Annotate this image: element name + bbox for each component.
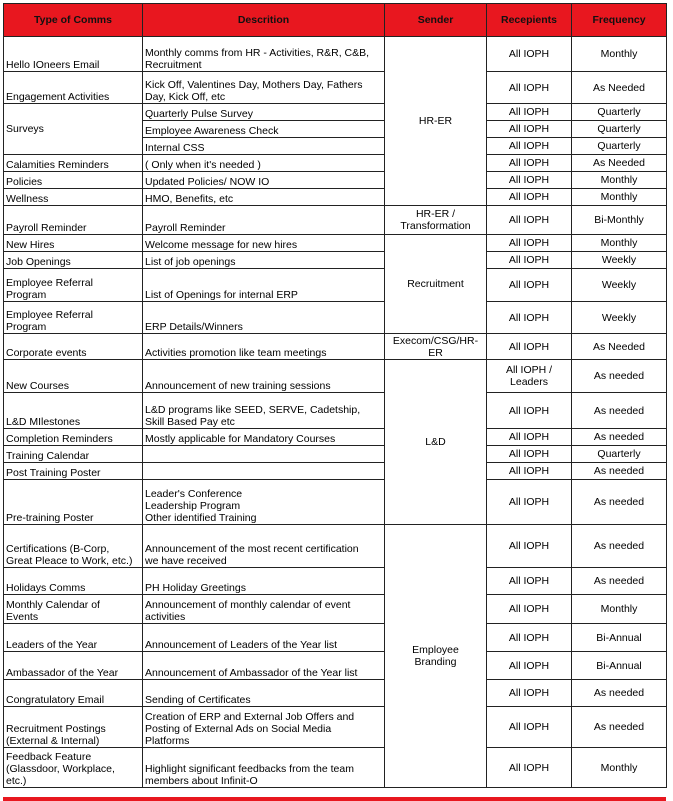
description-cell: Employee Awareness Check	[143, 121, 385, 138]
type-cell: Feedback Feature (Glassdoor, Workplace, etc.)	[4, 748, 143, 788]
recipients-cell: All IOPH	[487, 155, 572, 172]
description-cell: Welcome message for new hires	[143, 235, 385, 252]
table-row	[4, 360, 667, 393]
type-cell: Payroll Reminder	[4, 206, 143, 235]
type-cell: Congratulatory Email	[4, 680, 143, 707]
description-cell: Announcement of Leaders of the Year list	[143, 624, 385, 652]
description-cell: List of Openings for internal ERP	[143, 269, 385, 302]
frequency-cell: Quarterly	[572, 104, 667, 121]
frequency-cell: As needed	[572, 429, 667, 446]
frequency-cell: As needed	[572, 525, 667, 568]
description-cell: Internal CSS	[143, 138, 385, 155]
sender-cell: Execom/CSG/HR- ER	[385, 334, 487, 360]
description-cell: Announcement of new training sessions	[143, 360, 385, 393]
recipients-cell: All IOPH	[487, 595, 572, 624]
description-cell: Announcement of Ambassador of the Year list	[143, 652, 385, 680]
table-row	[4, 652, 667, 680]
table-row	[4, 463, 667, 480]
table-row	[4, 595, 667, 624]
sender-cell: HR-ER	[385, 37, 487, 206]
frequency-cell: As needed	[572, 680, 667, 707]
header-type: Type of Comms	[4, 4, 143, 37]
frequency-cell: As needed	[572, 393, 667, 429]
recipients-cell: All IOPH	[487, 624, 572, 652]
frequency-cell: Bi-Monthly	[572, 206, 667, 235]
description-cell: PH Holiday Greetings	[143, 568, 385, 595]
frequency-cell: Weekly	[572, 269, 667, 302]
frequency-cell: Quarterly	[572, 138, 667, 155]
description-cell: HMO, Benefits, etc	[143, 189, 385, 206]
type-cell: Leaders of the Year	[4, 624, 143, 652]
type-cell: Training Calendar	[4, 446, 143, 463]
recipients-cell: All IOPH	[487, 446, 572, 463]
description-cell: Mostly applicable for Mandatory Courses	[143, 429, 385, 446]
table-row	[4, 525, 667, 568]
description-cell	[143, 446, 385, 463]
table-header	[4, 4, 667, 37]
description-cell: ( Only when it's needed )	[143, 155, 385, 172]
table-row	[4, 235, 667, 252]
recipients-cell: All IOPH	[487, 480, 572, 525]
recipients-cell: All IOPH	[487, 121, 572, 138]
recipients-cell: All IOPH	[487, 252, 572, 269]
recipients-cell: All IOPH	[487, 680, 572, 707]
frequency-cell: Bi-Annual	[572, 624, 667, 652]
description-cell: Kick Off, Valentines Day, Mothers Day, Fathers Day, Kick Off, etc	[143, 72, 385, 104]
description-cell: Quarterly Pulse Survey	[143, 104, 385, 121]
table-row	[4, 429, 667, 446]
frequency-cell: Monthly	[572, 172, 667, 189]
type-cell: New Courses	[4, 360, 143, 393]
type-cell: New Hires	[4, 235, 143, 252]
table-row	[4, 155, 667, 172]
comms-table	[3, 3, 667, 788]
frequency-cell: Quarterly	[572, 121, 667, 138]
table-row	[4, 446, 667, 463]
table-row	[4, 206, 667, 235]
type-cell: Monthly Calendar of Events	[4, 595, 143, 624]
type-cell: Employee Referral Program	[4, 269, 143, 302]
table-row	[4, 252, 667, 269]
frequency-cell: Monthly	[572, 235, 667, 252]
type-cell: Wellness	[4, 189, 143, 206]
sender-cell: Employee Branding	[385, 525, 487, 788]
frequency-cell: As Needed	[572, 155, 667, 172]
sender-cell: L&D	[385, 360, 487, 525]
table-row	[4, 172, 667, 189]
type-cell: L&D MIlestones	[4, 393, 143, 429]
frequency-cell: As needed	[572, 463, 667, 480]
type-cell: Completion Reminders	[4, 429, 143, 446]
recipients-cell: All IOPH / Leaders	[487, 360, 572, 393]
header-description: Descrition	[143, 4, 385, 37]
table-row	[4, 680, 667, 707]
table-row	[4, 624, 667, 652]
description-cell: Announcement of the most recent certification we have received	[143, 525, 385, 568]
type-cell: Ambassador of the Year	[4, 652, 143, 680]
frequency-cell: Monthly	[572, 595, 667, 624]
frequency-cell: Monthly	[572, 189, 667, 206]
type-cell: Calamities Reminders	[4, 155, 143, 172]
type-cell: Pre-training Poster	[4, 480, 143, 525]
bottom-red-bar	[3, 797, 666, 801]
recipients-cell: All IOPH	[487, 568, 572, 595]
table-row	[4, 568, 667, 595]
type-cell: Policies	[4, 172, 143, 189]
table-row	[4, 302, 667, 334]
description-cell: ERP Details/Winners	[143, 302, 385, 334]
frequency-cell: As needed	[572, 480, 667, 525]
description-cell: Leader's Conference Leadership Program Other identified Training	[143, 480, 385, 525]
description-cell: List of job openings	[143, 252, 385, 269]
type-cell: Post Training Poster	[4, 463, 143, 480]
frequency-cell: Quarterly	[572, 446, 667, 463]
header-sender: Sender	[385, 4, 487, 37]
table-row	[4, 393, 667, 429]
table-row	[4, 480, 667, 525]
frequency-cell: As needed	[572, 360, 667, 393]
frequency-cell: Weekly	[572, 302, 667, 334]
table-row	[4, 189, 667, 206]
frequency-cell: Monthly	[572, 37, 667, 72]
frequency-cell: Weekly	[572, 252, 667, 269]
recipients-cell: All IOPH	[487, 37, 572, 72]
recipients-cell: All IOPH	[487, 189, 572, 206]
frequency-cell: As Needed	[572, 72, 667, 104]
table-row	[4, 748, 667, 788]
description-cell: Sending of Certificates	[143, 680, 385, 707]
description-cell: Payroll Reminder	[143, 206, 385, 235]
sender-cell: Recruitment	[385, 235, 487, 334]
description-cell: L&D programs like SEED, SERVE, Cadetship, Skill Based Pay etc	[143, 393, 385, 429]
header-frequency: Frequency	[572, 4, 667, 37]
type-cell: Certifications (B-Corp, Great Pleace to Work, etc.)	[4, 525, 143, 568]
type-cell: Job Openings	[4, 252, 143, 269]
recipients-cell: All IOPH	[487, 172, 572, 189]
description-cell	[143, 463, 385, 480]
recipients-cell: All IOPH	[487, 206, 572, 235]
frequency-cell: As needed	[572, 568, 667, 595]
recipients-cell: All IOPH	[487, 104, 572, 121]
recipients-cell: All IOPH	[487, 525, 572, 568]
recipients-cell: All IOPH	[487, 72, 572, 104]
table-row	[4, 37, 667, 72]
table-row	[4, 104, 667, 121]
frequency-cell: As needed	[572, 707, 667, 748]
recipients-cell: All IOPH	[487, 269, 572, 302]
recipients-cell: All IOPH	[487, 748, 572, 788]
recipients-cell: All IOPH	[487, 463, 572, 480]
recipients-cell: All IOPH	[487, 302, 572, 334]
recipients-cell: All IOPH	[487, 334, 572, 360]
description-cell: Highlight significant feedbacks from the team members about Infinit-O	[143, 748, 385, 788]
table-row	[4, 72, 667, 104]
recipients-cell: All IOPH	[487, 429, 572, 446]
table-row	[4, 334, 667, 360]
description-cell: Updated Policies/ NOW IO	[143, 172, 385, 189]
table-row	[4, 707, 667, 748]
type-cell: Employee Referral Program	[4, 302, 143, 334]
frequency-cell: Monthly	[572, 748, 667, 788]
frequency-cell: As Needed	[572, 334, 667, 360]
type-cell: Hello IOneers Email	[4, 37, 143, 72]
type-cell: Engagement Activities	[4, 72, 143, 104]
recipients-cell: All IOPH	[487, 235, 572, 252]
description-cell: Creation of ERP and External Job Offers and Posting of External Ads on Social Media Platforms	[143, 707, 385, 748]
header-recipients: Recepients	[487, 4, 572, 37]
type-cell: Surveys	[4, 104, 143, 155]
recipients-cell: All IOPH	[487, 138, 572, 155]
type-cell: Corporate events	[4, 334, 143, 360]
recipients-cell: All IOPH	[487, 652, 572, 680]
sender-cell: HR-ER / Transformation	[385, 206, 487, 235]
recipients-cell: All IOPH	[487, 393, 572, 429]
type-cell: Holidays Comms	[4, 568, 143, 595]
type-cell: Recruitment Postings (External & Internal)	[4, 707, 143, 748]
frequency-cell: Bi-Annual	[572, 652, 667, 680]
table-row	[4, 269, 667, 302]
recipients-cell: All IOPH	[487, 707, 572, 748]
description-cell: Announcement of monthly calendar of event activities	[143, 595, 385, 624]
description-cell: Monthly comms from HR - Activities, R&R, C&B, Recruitment	[143, 37, 385, 72]
description-cell: Activities promotion like team meetings	[143, 334, 385, 360]
